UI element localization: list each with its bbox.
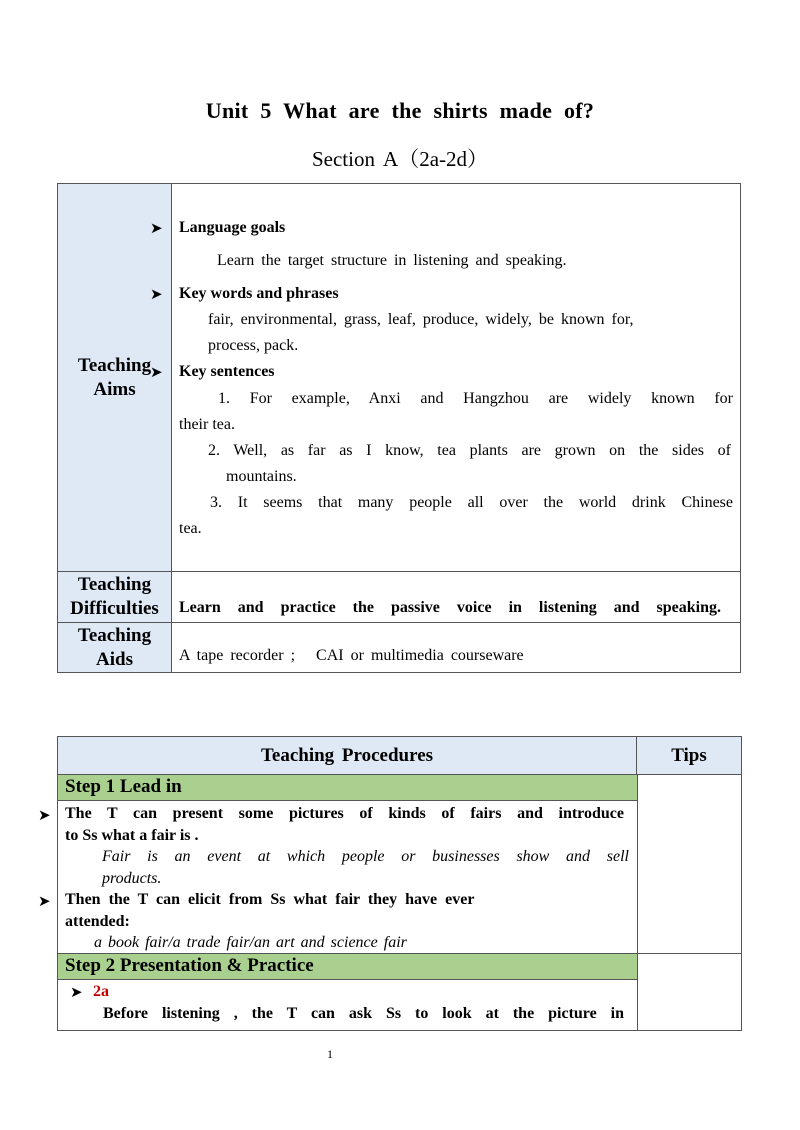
language-goals-label: Language goals [179,219,286,236]
step1-item-line: Then the T can elicit from Ss what fair they have ever [65,891,475,908]
key-words-line: process, pack. [208,337,299,354]
arrow-bullet-icon: ➤ [150,287,163,303]
arrow-bullet-icon: ➤ [150,365,163,381]
step1-example-line: products. [102,870,162,887]
language-goals-text: Learn the target structure in listening and speaking. [217,252,567,269]
step2-title: Step 2 Presentation & Practice [58,953,637,980]
arrow-bullet-icon: ➤ [70,985,83,1001]
step1-item-line: to Ss what a fair is . [65,827,199,844]
difficulties-header: Teaching Difficulties [70,574,159,619]
step1-item-line: The T can present some pictures of kinds of fairs and introduce [65,805,624,822]
sentence-line: 3. It seems that many people all over the world drink Chinese [210,494,733,511]
arrow-bullet-icon: ➤ [38,808,51,824]
sentence-line: tea. [179,520,202,537]
key-words-label: Key words and phrases [179,285,339,302]
tips-row-divider [637,953,741,954]
step1-title: Step 1 Lead in [58,775,637,801]
aids-header: Teaching Aids [77,624,152,670]
arrow-bullet-icon: ➤ [38,894,51,910]
aims-table [57,183,741,673]
page-subtitle: Section A（2a-2d） [311,147,489,171]
step2-item-line: Before listening , the T can ask Ss to look at the picture in [103,1005,624,1022]
arrow-bullet-icon: ➤ [150,221,163,237]
procedures-header: Teaching Procedures [58,737,637,775]
difficulties-header-cell [58,572,172,622]
sentence-line: 2. Well, as far as I know, tea plants are grown on the sides of [208,442,731,459]
procedures-table [57,736,742,1031]
step1-item-line: attended: [65,913,130,930]
sentence-line: mountains. [226,468,297,485]
column-divider [637,775,638,1031]
key-sentences-label: Key sentences [179,363,275,380]
difficulties-text: Learn and practice the passive voice in listening and speaking. [179,599,721,616]
tips-header: Tips [637,737,741,775]
aids-text: A tape recorder ; CAI or multimedia courseware [179,647,524,664]
aids-header-cell [58,623,172,672]
step1-example-line: a book fair/a trade fair/an art and science fair [94,934,407,951]
sentence-line: 1. For example, Anxi and Hangzhou are widely known for [218,390,733,407]
key-words-line: fair, environmental, grass, leaf, produce, widely, be known for, [208,311,634,328]
page-title: Unit 5 What are the shirts made of? [205,98,595,123]
aims-header: Teaching Aims [77,354,152,400]
sentence-line: their tea. [179,416,235,433]
step1-example-line: Fair is an event at which people or businesses show and sell [102,848,629,865]
step2-item-label: 2a [93,983,109,1000]
page-number: 1 [327,1047,333,1061]
